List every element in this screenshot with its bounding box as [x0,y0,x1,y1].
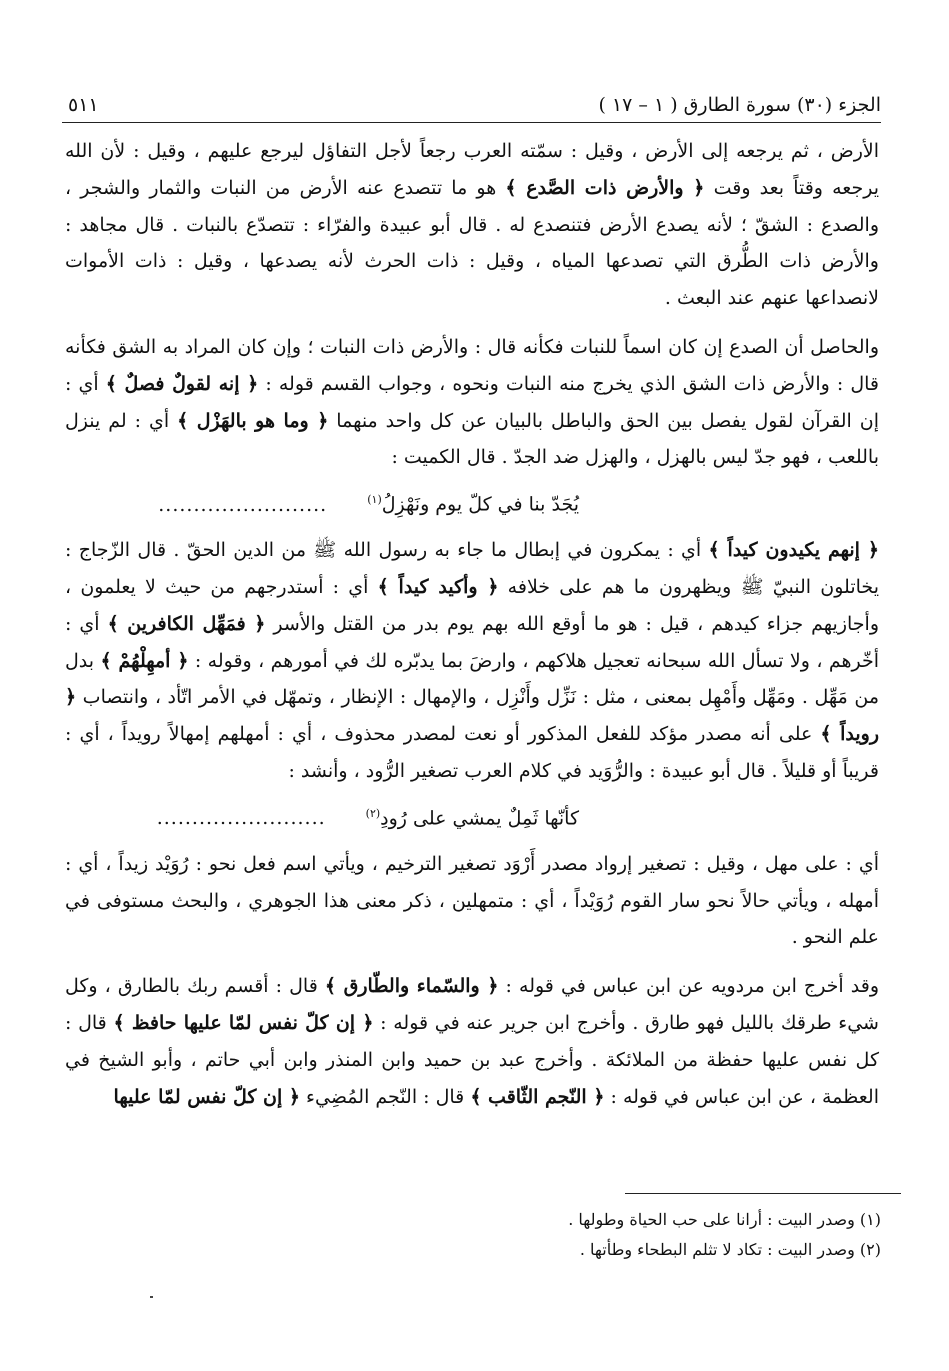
paragraph [65,532,879,790]
paragraph-gap [65,317,879,329]
paragraph-gap [65,956,879,968]
quran-verse: ﴿ أمهِلْهُمْ ﴾ [100,649,189,672]
text-run: أي : أستدرجهم من حيث لا يعلمون ، وأجازيهم جزاء كيدهم ، قيل : هو ما أوقع الله بهم يوم بدر من القتل والأسر [65,575,879,635]
poem-verse [367,482,579,523]
running-header [68,90,881,120]
quran-verse: ﴿ النّجم الثّاقب ﴾ [470,1085,605,1108]
text-run: أي : لم ينزل باللعب ، فهو جدّ ليس بالهزل ، والهزل ضد الجدّ . قال الكميت : [65,409,879,469]
text-run: أي : على مهل ، وقيل : تصغير إرواد مصدر أَرْوَد تصغير الترخيم ، ويأتي اسم فعل نحو : رُوَيْد زيداً ، أي : أمهله ، ويأتي حالاً نحو سار القوم رُوَيْداً ، أي : متمهلين ، ذكر معنى هذا الجوهري ، والبحث مستوفى في علم النحو . [65,852,879,949]
footnote: (١) وصدر البيت : أرانا على حب الحياة وطولها . [568,1210,881,1229]
text-run: الأرض ، ثم يرجعه إلى الأرض ، وقيل : سمّته العرب رجعاً لأجل التفاؤل ليرجع عليهم ، وقيل : لأن الله يرجعه وقتاً بعد وقت [65,140,879,199]
header-title: الجزء (٣٠) سورة الطارق ( ١ – ١٧ ) [598,94,881,116]
quran-verse: ﴿ والسّماء والطّارق ﴾ [324,975,499,998]
quran-verse: ﴿ والأرض ذات الصَّدع ﴾ [505,176,705,199]
paragraph [65,846,879,956]
quran-verse: ﴿ إنهم يكيدون كيداً ﴾ [708,539,879,562]
footnote-ref: (١) [367,493,382,507]
main-text [65,133,879,1115]
poem-dots: ........................ [158,493,328,516]
text-run: وقد أخرج ابن مردويه عن ابن عباس في قوله : [498,975,880,998]
poem-verse [366,796,579,837]
paragraph [65,968,879,1115]
text-run: قال : النّجم المُضِيء [300,1085,471,1108]
text-run: أي : إن القرآن لقول يفصل بين الحق والباطل بالبيان عن كل واحد منهما [65,372,879,432]
footnote: (٢) وصدر البيت : تكاد لا تثلم البطحاء وطأتها . [579,1240,881,1259]
text-run: أي : يمكرون في إبطال ما جاء به رسول الله ﷺ من الدين الحقّ . قال الزّجاج : يخاتلون النبيّ ﷺ ويظهرون ما هم على خلافه [65,539,879,598]
poetry-line [65,790,879,846]
poem-text: كأنّها ثَمِلٌ يمشي على رُودِ [380,807,579,830]
quran-verse: ﴿ إن كلّ نفس لمّا عليها حافظ ﴾ [113,1011,374,1034]
quran-verse: ﴿ وما هو بالهَزْل ﴾ [177,409,329,432]
footnotes [300,1205,881,1265]
poetry-line [65,476,879,532]
footnote-rule [625,1193,901,1194]
paragraph [65,329,879,476]
quran-verse: ﴿ فمَهِّل الكافرين ﴾ [107,612,266,635]
header-rule [62,122,881,123]
quran-verse: ﴿ وأكيد كيداً ﴾ [377,575,499,598]
quran-verse: ﴿ رويداً ﴾ [65,686,879,746]
text-run: قال : كل نفس عليها حفظة من الملائكة . وأخرج عبد بن حميد وابن المنذر وابن أبي حاتم ، وأبو الشيخ في العظمة ، عن ابن عباس في قوله : [65,1011,879,1108]
text-run: هو ما تتصدع عنه الأرض من النبات والثمار والشجر ، والصدع : الشقّ ؛ لأنه يصدع الأرض فتنصدع له . قال أبو عبيدة والفرّاء : تتصدّع بالنبات . قال مجاهد : والأرض ذات الطُّرق التي تصدعها المياه ، وقيل : ذات الحرث لأنه يصدعها ، وقيل : ذات الأموات لانصداعها عنهم عند البعث . [65,176,879,310]
scan-speck [150,1296,153,1298]
paragraph [65,133,879,317]
text-run: على أنه مصدر مؤكد للفعل المذكور أو نعت لمصدر محذوف ، أي : أمهلهم إمهالاً رويداً ، أي : قريباً أو قليلاً . قال أبو عبيدة : والرُّوَيد في كلام العرب تصغير الرُّود ، وأنشد : [65,723,879,782]
text-run: أي : أخّرهم ، ولا تسأل الله سبحانه تعجيل هلاكهم ، وارضَ بما يدبّره لك في أمورهم ، وقوله : [65,612,879,672]
page-number: ٥١١ [68,94,99,116]
poem-text: يُجَدّ بنا في كلّ يوم ونَهْزِلُ [381,493,579,516]
text-run: قال : أقسم ربك بالطارق ، وكل شيء طرقك بالليل فهو طارق . وأخرج ابن جرير عنه في قوله : [65,975,879,1034]
quran-verse: ﴿ إنه لقولٌ فصلٌ ﴾ [105,372,259,395]
footnote-ref: (٢) [365,806,381,820]
text-run: بدل من مَهِّل . ومَهِّل وأَمْهِل بمعنى ، مثل : نَزِّل وأَنْزِل ، والإمهال : الإنظار ، وتمهّل في الأمر اتّأد ، وانتصاب [65,649,879,709]
quran-verse: ﴿ إن كلّ نفس لمّا عليها [113,1085,301,1108]
text-run: والحاصل أن الصدع إن كان اسماً للنبات فكأنه قال : والأرض ذات النبات ؛ وإن كان المراد به الشق فكأنه قال : والأرض ذات الشق الذي يخرج منه النبات ونحوه ، وجواب القسم قوله : [65,335,879,395]
poem-dots: ........................ [156,807,326,830]
